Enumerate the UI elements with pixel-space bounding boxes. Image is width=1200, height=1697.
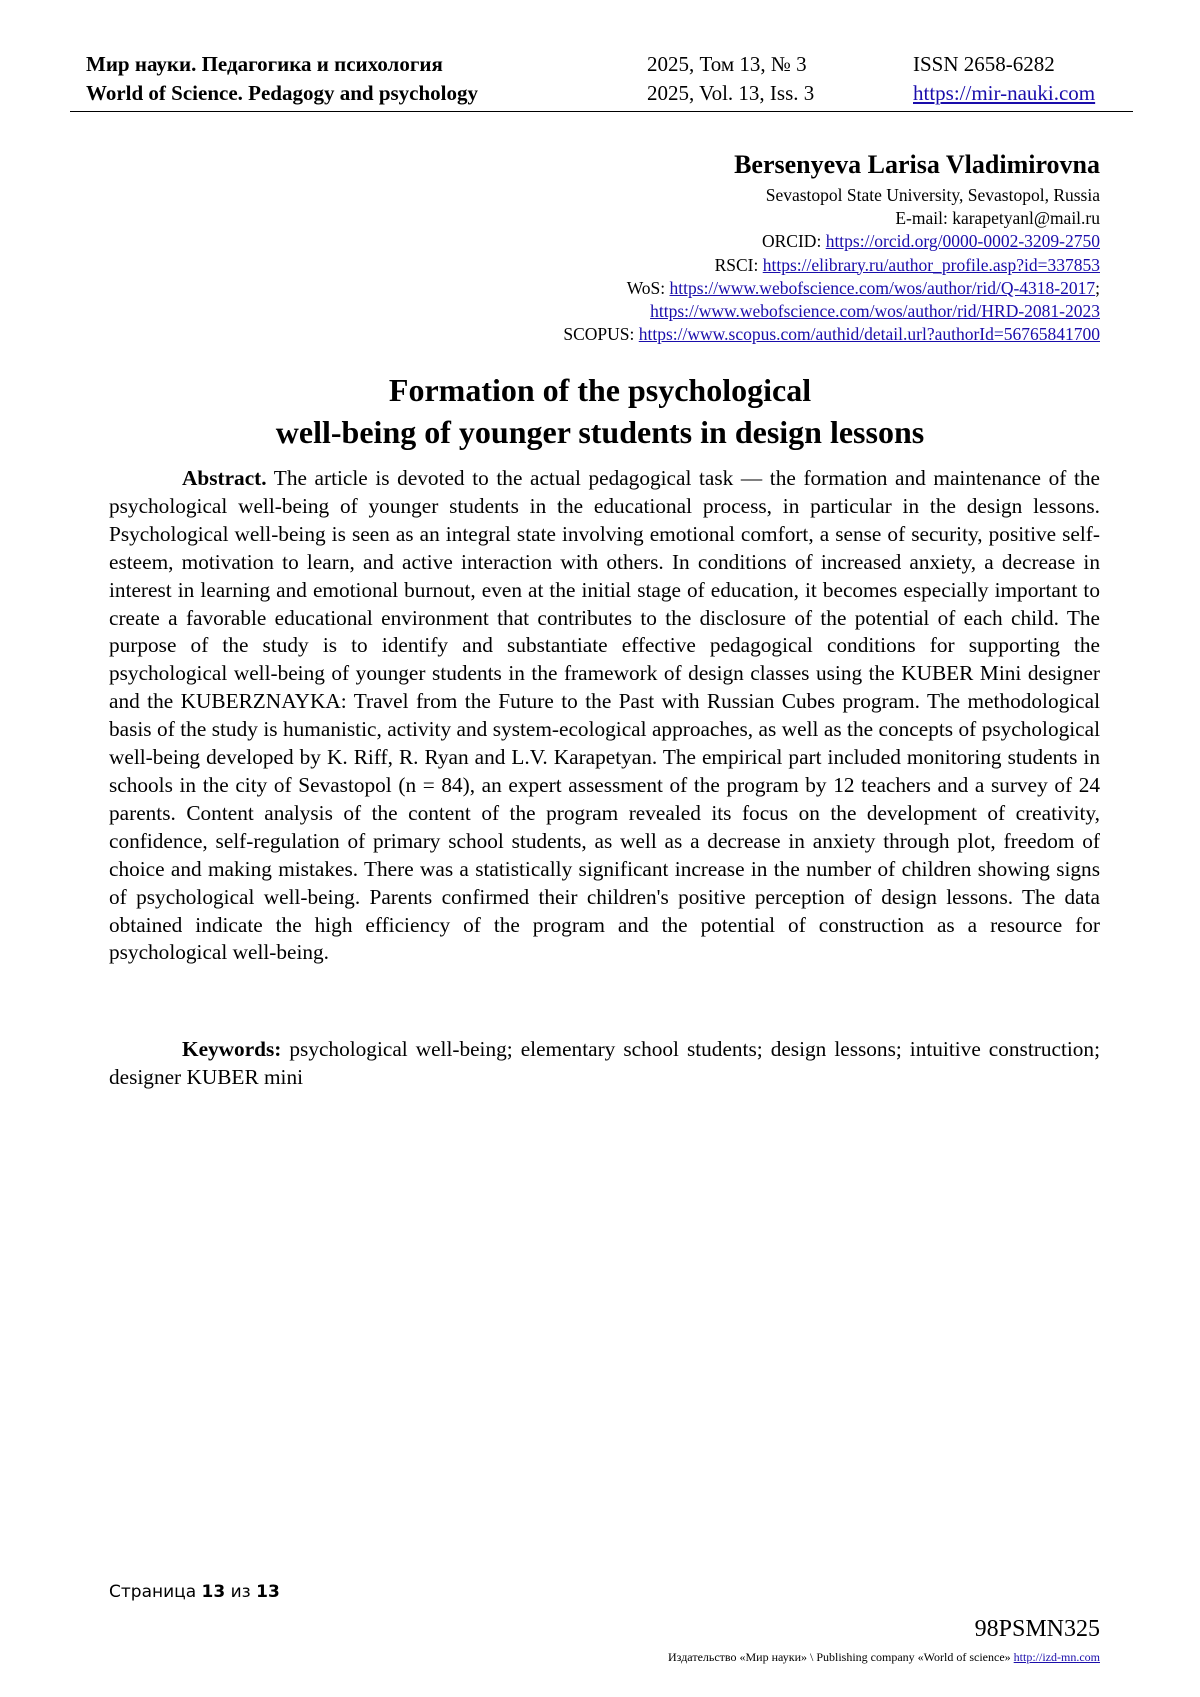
issn: ISSN 2658-6282	[913, 52, 1055, 76]
article-title	[100, 369, 1100, 453]
wos-separator: ;	[1095, 277, 1100, 298]
author-wos	[563, 277, 1100, 300]
page-mid: из	[225, 1582, 257, 1602]
page-total: 13	[256, 1582, 280, 1602]
issn-block	[913, 50, 1095, 108]
author-affiliation: Sevastopol State University, Sevastopol, Russia	[765, 185, 1100, 205]
page-number	[109, 1582, 280, 1602]
author-rsci	[563, 254, 1100, 277]
journal-title-block	[86, 50, 478, 108]
publisher-link[interactable]: http://izd-mn.com	[1013, 1650, 1100, 1664]
author-block	[563, 148, 1100, 346]
page-prefix: Страница	[109, 1582, 202, 1602]
article-title-line-1: Formation of the psychological	[388, 372, 812, 408]
orcid-label: ORCID:	[762, 231, 826, 252]
author-scopus	[563, 323, 1100, 346]
issue-block	[647, 50, 814, 108]
wos-label: WoS:	[626, 277, 670, 298]
scopus-link[interactable]: https://www.scopus.com/authid/detail.url?authorId=56765841700	[638, 324, 1100, 345]
publisher-line	[668, 1650, 1100, 1665]
abstract	[109, 465, 1100, 967]
author-orcid	[563, 230, 1100, 253]
article-title-line-2: well-being of younger students in design lessons	[275, 414, 925, 450]
journal-header	[86, 50, 1116, 108]
rsci-label: RSCI:	[714, 254, 763, 275]
wos-link-2[interactable]: https://www.webofscience.com/wos/author/rid/HRD-2081-2023	[650, 301, 1100, 322]
author-email: E-mail: karapetyanl@mail.ru	[895, 208, 1100, 229]
page-current: 13	[201, 1582, 226, 1602]
publisher-text: Издательство «Мир науки» \ Publishing company «World of science»	[668, 1650, 1014, 1664]
header-divider	[70, 111, 1133, 112]
journal-title-en: World of Science. Pedagogy and psychology	[86, 81, 479, 105]
keywords	[109, 1036, 1100, 1092]
author-name: Bersenyeva Larisa Vladimirovna	[734, 150, 1100, 179]
keywords-label: Keywords:	[182, 1037, 282, 1061]
article-code: 98PSMN325	[974, 1616, 1100, 1642]
issue-ru: 2025, Том 13, № 3	[647, 52, 807, 76]
scopus-label: SCOPUS:	[563, 324, 639, 345]
rsci-link[interactable]: https://elibrary.ru/author_profile.asp?id=337853	[762, 254, 1100, 275]
journal-title-ru: Мир науки. Педагогика и психология	[86, 52, 443, 76]
journal-site-link[interactable]: https://mir-nauki.com	[913, 81, 1096, 105]
abstract-label: Abstract.	[182, 466, 267, 490]
abstract-text: The article is devoted to the actual pedagogical task — the formation and maintenance of the psychological well-being of younger students in the educational process, in particular in the design lessons. Psychological well-being is seen as an integral state involving emotional comfort, a sense of security, positive self-esteem, motivation to learn, and active interaction with others. In conditions of increased anxiety, a decrease in interest in learning and emotional burnout, even at the initial stage of education, it becomes especially important to create a favorable educational environment that contributes to the disclosure of the potential of each child. The purpose of the study is to identify and substantiate effective pedagogical conditions for supporting the psychological well-being of younger students in the framework of design classes using the KUBER Mini designer and the KUBERZNAYKA: Travel from the Future to the Past with Russian Cubes program. The methodological basis of the study is humanistic, activity and system-ecological approaches, as well as the concepts of psychological well-being developed by K. Riff, R. Ryan and L.V. Karapetyan. The empirical part included monitoring students in schools in the city of Sevastopol (n = 84), an expert assessment of the program by 12 teachers and a survey of 24 parents. Content analysis of the content of the program revealed its focus on the development of creativity, confidence, self-regulation of primary school students, as well as a decrease in anxiety through plot, freedom of choice and making mistakes. There was a statistically significant increase in the number of children showing signs of psychological well-being. Parents confirmed their children's positive perception of design lessons. The data obtained indicate the high efficiency of the program and the potential of construction as a resource for psychological well-being.	[109, 466, 1100, 965]
orcid-link[interactable]: https://orcid.org/0000-0002-3209-2750	[825, 231, 1100, 252]
wos-link-1[interactable]: https://www.webofscience.com/wos/author/rid/Q-4318-2017	[669, 277, 1096, 298]
issue-en: 2025, Vol. 13, Iss. 3	[647, 81, 815, 105]
author-wos-2	[563, 300, 1100, 323]
keywords-text: psychological well-being; elementary school students; design lessons; intuitive construction; designer KUBER mini	[109, 1037, 1100, 1089]
